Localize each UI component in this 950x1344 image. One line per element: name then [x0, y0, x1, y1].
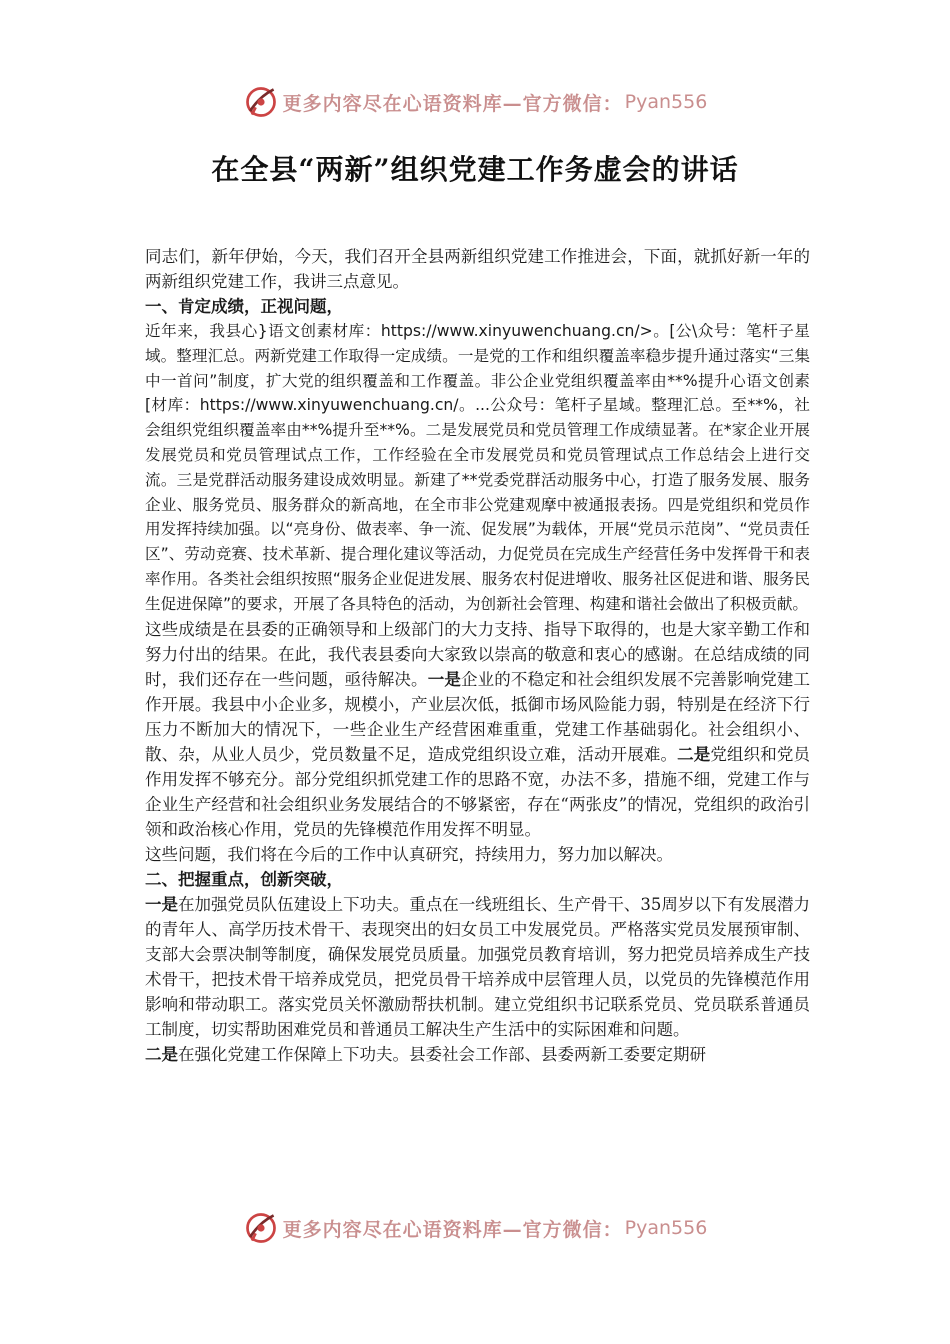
section-2-heading: 二、把握重点，创新突破，: [145, 869, 343, 889]
section-1-para2-lead-1: 一是: [427, 669, 461, 689]
banner-text: 更多内容尽在心语资料库—官方微信：: [282, 1218, 623, 1241]
banner-text: 更多内容尽在心语资料库—官方微信：: [282, 92, 623, 115]
section-1-para2-lead-2: 二是: [677, 744, 711, 764]
section-1-paragraph-3: 这些问题，我们将在今后的工作中认真研究，持续用力，努力加以解决。: [145, 844, 673, 864]
section-2-p2-lead: 二是: [145, 1044, 178, 1064]
section-1-para2-c: 党组织和党员作用发挥不够充分。部分党组织抓党建工作的思路不宽，办法不多，措施不细，党建工作与企业生产经营和社会组织业务发展结合的不够紧密，存在“两张皮”的情况，党组织的政治引领和政治核心作用，党员的先锋模范作用发挥不明显。: [145, 744, 811, 839]
banner-wechat: Pyan556: [624, 91, 708, 113]
section-1-paragraph-1: 近年来，我县心}语文创素材库：https://www.xinyuwenchuang.cn/>。[公\众号：笔杆子星域。整理汇总。两新党建工作取得一定成绩。一是党的工作和组织覆盖率稳步提升通过落实“三集中一首问”制度，扩大党的组织覆盖和工作覆盖。非公企业党组织覆盖率由**%提升心语文创素[材库：https://www.xinyuwenchuang.cn/。...公众号：笔杆子星域。整理汇总。至**%，社会组织党组织覆盖率由**%提升至**%。二是发展党员和党员管理工作成绩显著。在*家企业开展发展党员和党员管理试点工作，工作经验在全市发展党员和党员管理试点工作总结会上进行交流。三是党群活动服务建设成效明显。新建了**党委党群活动服务中心，打造了服务发展、服务企业、服务党员、服务群众的新高地，在全市非公党建观摩中被通报表扬。四是党组织和党员作用发挥持续加强。以“亮身份、做表率、争一流、促发展”为载体，开展“党员示范岗”、“党员责任区”、劳动竞赛、技术革新、提合理化建议等活动，力促党员在完成生产经营任务中发挥骨干和表率作用。各类社会组织按照“服务企业促进发展、服务农村促进增收、服务社区促进和谐、服务民生促进保障”的要求，开展了各具特色的活动，为创新社会管理、构建和谐社会做出了积极贡献。: [145, 322, 810, 613]
intro-paragraph: 同志们，新年伊始，今天，我们召开全县两新组织党建工作推进会，下面，就抓好新一年的两新组织党建工作，我讲三点意见。: [145, 247, 810, 291]
footer-banner: [0, 1208, 950, 1248]
section-2-paragraph-2: [145, 1042, 810, 1067]
pen-logo-icon: [243, 1210, 279, 1246]
section-1-paragraph-2: [145, 617, 810, 842]
section-2-p1-lead: 一是: [145, 894, 179, 914]
document-body: [145, 244, 810, 1067]
section-1-para2-b: 企业的不稳定和社会组织发展不完善影响党建工作开展。我县中小企业多，规模小，产业层次低，抵御市场风险能力弱，特别是在经济下行压力不断加大的情况下，一些企业生产经营困难重重，党建工作基础弱化。社会组织小、散、杂，从业人员少，党员数量不足，造成党组织设立难，活动开展难。: [145, 669, 811, 764]
header-banner: [0, 82, 950, 122]
section-2-p1-text: 在加强党员队伍建设上下功夫。重点在一线班组长、生产骨干、35周岁以下有发展潜力的青年人、高学历技术骨干、表现突出的妇女员工中发展党员。严格落实党员发展预审制、支部大会票决制等制度，确保发展党员质量。加强党员教育培训，努力把党员培养成生产技术骨干，把技术骨干培养成党员，把党员骨干培养成中层管理人员，以党员的先锋模范作用影响和带动职工。落实党员关怀激励帮扶机制。建立党组织书记联系党员、党员联系普通员工制度，切实帮助困难党员和普通员工解决生产生活中的实际困难和问题。: [145, 894, 811, 1039]
section-1-heading: 一、肯定成绩，正视问题，: [145, 297, 343, 316]
pen-logo-icon: [243, 84, 279, 120]
document-title: 在全县“两新”组织党建工作务虚会的讲话: [211, 153, 739, 186]
section-2-p2-text: 在强化党建工作保障上下功夫。县委社会工作部、县委两新工委要定期研: [178, 1044, 706, 1064]
section-2-paragraph-1: [145, 892, 810, 1042]
banner-wechat: Pyan556: [624, 1217, 708, 1239]
section-1-para2-a: 这些成绩是在县委的正确领导和上级部门的大力支持、指导下取得的，也是大家辛勤工作和努力付出的结果。在此，我代表县委向大家致以崇高的敬意和衷心的感谢。在总结成绩的同时，我们还存在一些问题，亟待解决。: [145, 619, 810, 689]
